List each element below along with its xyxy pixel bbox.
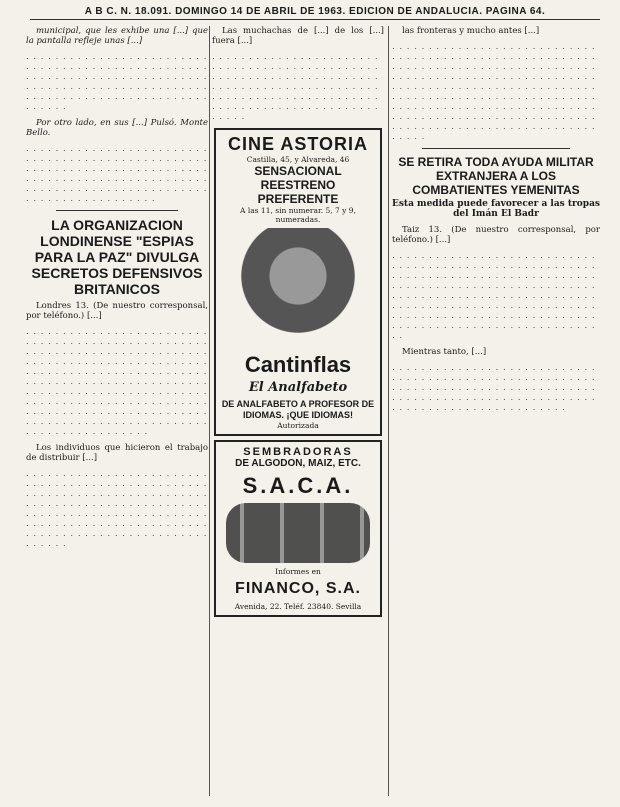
illegible-text: . . . . . . . . . . . . . . . . . . . . . . . . . . . . . . . . . . . . . . . . . . . . . . . . . . . . . . . . . . . . . . . . . . . . . . . . . . . . . . . . . . . . . . . . . . . . . . . . . . . . . . . . . . . . . . . . . . . . . . . . . . . . . . . . . . . . . . . . — [392, 363, 596, 413]
left-column — [26, 26, 208, 555]
star-name: Cantinflas — [244, 352, 352, 377]
page-header: A B C. N. 18.091. DOMINGO 14 DE ABRIL DE 1963. EDICION DE ANDALUCIA. PAGINA 64. — [30, 6, 600, 20]
rating-label: Autorizada — [277, 421, 319, 430]
right-column — [392, 26, 600, 419]
cinema-advertisement — [214, 128, 382, 436]
ad-product-detail: DE ALGODON, MAIZ, ETC. — [235, 458, 361, 469]
illegible-text: . . . . . . . . . . . . . . . . . . . . . . . . . . . . . . . . . . . . . . . . . . . . . . . . . . . . . . . . . . . . . . . . . . . . . . . . . . . . . . . . . . . . . . . . . . . . . . . . . . . . . . . . . . . . . . . . . . . . . . . . . . . . . . . . . . . . . . . . . . . . . . . — [212, 52, 379, 122]
showtimes: A las 11, sin numerar. 5, 7 y 9, numeradas. — [240, 206, 356, 224]
article-headline: SE RETIRA TODA AYUDA MILITAR EXTRANJERA A LOS COMBATIENTES YEMENITAS — [398, 155, 594, 197]
article-body: Las muchachas de [...] de los [...] fuera [...] — [212, 26, 384, 46]
intro-paragraph: municipal, que les exhibe una [...] que la pantalla refleje unas [...] — [26, 26, 208, 46]
separator — [56, 210, 178, 211]
illegible-text: . . . . . . . . . . . . . . . . . . . . . . . . . . . . . . . . . . . . . . . . . . . . . . . . . . . . . . . . . . . . . . . . . . . . . . . . . . . . . . . . . . . . . . . . . . . . . . . . . . . . . . . . . . . . . . . . . . . . . . . . . . . . . . . . . . . . . . . . . . . . . . . . . . . . . . . . . . . . . . . . . . . . . . . . . . . . . . . . . . . . . . . . . . . . . . . . . . . . . . . . . . . . . . . . . . . . . . . . . . . . . . . . . . — [392, 251, 596, 341]
article-body: Mientras tanto, [...] — [402, 347, 487, 357]
movie-tagline: DE ANALFABETO A PROFESOR DE IDIOMAS. ¡QUE IDIOMAS! — [221, 399, 375, 420]
company-name: FINANCO, S.A. — [235, 580, 361, 597]
middle-column — [212, 26, 384, 621]
premiere-label: SENSACIONAL REESTRENO PREFERENTE — [254, 164, 342, 206]
illegible-text: . . . . . . . . . . . . . . . . . . . . . . . . . . . . . . . . . . . . . . . . . . . . . . . . . . . . . . . . . . . . . . . . . . . . . . . . . . . . . . . . . . . . . . . . . . . . . . . . . . . . . . . . . . . . . . . . . . . . . . . . . . . . . . . . . . . . . . . . . . . . . . . . . . . . . . . . . . . . . . . . . . . . . . . . . . . . . . . . . . . . . . . . . . . . . . . . . . . . . . . . . . . . . . . . . . . . . . . . . . . . . . . . . . . . . . . . . . . . . . . . . . . . . . . . . . . . . . . . . — [392, 42, 596, 142]
cinema-name: CINE ASTORIA — [227, 134, 368, 154]
illegible-text: . . . . . . . . . . . . . . . . . . . . . . . . . . . . . . . . . . . . . . . . . . . . . . . . . . . . . . . . . . . . . . . . . . . . . . . . . . . . . . . . . . . . . . . . . . . . . . . . . . . . . . . . . . . . . . . . . . . . . . . . . . . . . . . . . . . . . . . . . . . . . . . . . . . . . . . . . . . . . . . . . . . . . . . . . . . . . . . . . . . . . . . . . . . . . . . . . . . . . . . . . . . . . . . . . . . . . . . . . . . . . . . . . . . . . . . . . . . . . . . . . . . . . . . . . . . . . . . . . . . . . . . . . . . — [26, 327, 208, 437]
article-body: Los individuos que hicieron el trabajo de distribuir [...] — [26, 443, 208, 463]
intro-paragraph: Por otro lado, en sus [...] Pulsó. Monte Bello. — [26, 118, 208, 138]
separator — [422, 148, 570, 149]
cinema-address: Castilla, 45, y Alvareda, 46 — [246, 155, 350, 164]
seeder-advertisement — [214, 440, 382, 617]
ad-brand: S.A.C.A. — [242, 473, 354, 498]
article-body: Taiz 13. (De nuestro corresponsal, por teléfono.) [...] — [392, 225, 600, 245]
column-rule — [209, 26, 210, 796]
info-label: Informes en — [275, 567, 321, 576]
illegible-text: . . . . . . . . . . . . . . . . . . . . . . . . . . . . . . . . . . . . . . . . . . . . . . . . . . . . . . . . . . . . . . . . . . . . . . . . . . . . . . . . . . . . . . . . . . . . . . . . . . . . . . . . . . . . . . . . . . . . . . . . . . . . . . . . . . . — [26, 52, 208, 112]
article-body: las fronteras y mucho antes [...] — [402, 26, 540, 36]
article-body: Londres 13. (De nuestro corresponsal, por teléfono.) [...] — [26, 301, 208, 321]
illegible-text: . . . . . . . . . . . . . . . . . . . . . . . . . . . . . . . . . . . . . . . . . . . . . . . . . . . . . . . . . . . . . . . . . . . . . . . . . . . . . . . . . . . . . . . . . . . . . . . . . . . . . . . . . . . . . . . . . . . . . . . . . . . . . . . . . . . . . . . . . . . . . . . . . . . . . . . . . . . . . . . . . . . . . . . . . . . . . . . . . . . . . — [26, 469, 208, 549]
ad-product: SEMBRADORAS — [243, 446, 353, 458]
movie-title: El Analfabeto — [248, 380, 348, 395]
movie-poster-image — [238, 228, 358, 348]
column-rule — [388, 26, 389, 796]
article-headline: LA ORGANIZACION LONDINENSE "ESPIAS PARA LA PAZ" DIVULGA SECRETOS DEFENSIVOS BRITANICOS — [31, 217, 203, 297]
article-subheadline: Esta medida puede favorecer a las tropas del Imán El Badr — [392, 199, 600, 219]
machinery-illustration — [226, 503, 370, 563]
company-address: Avenida, 22. Teléf. 23840. Sevilla — [234, 602, 362, 611]
illegible-text: . . . . . . . . . . . . . . . . . . . . . . . . . . . . . . . . . . . . . . . . . . . . . . . . . . . . . . . . . . . . . . . . . . . . . . . . . . . . . . . . . . . . . . . . . . . . . . . . . . . . . . . . . . . . . . . . . . . . . . . . . . . . . . . . . . . . . . . . . . . . . . . — [26, 144, 208, 204]
